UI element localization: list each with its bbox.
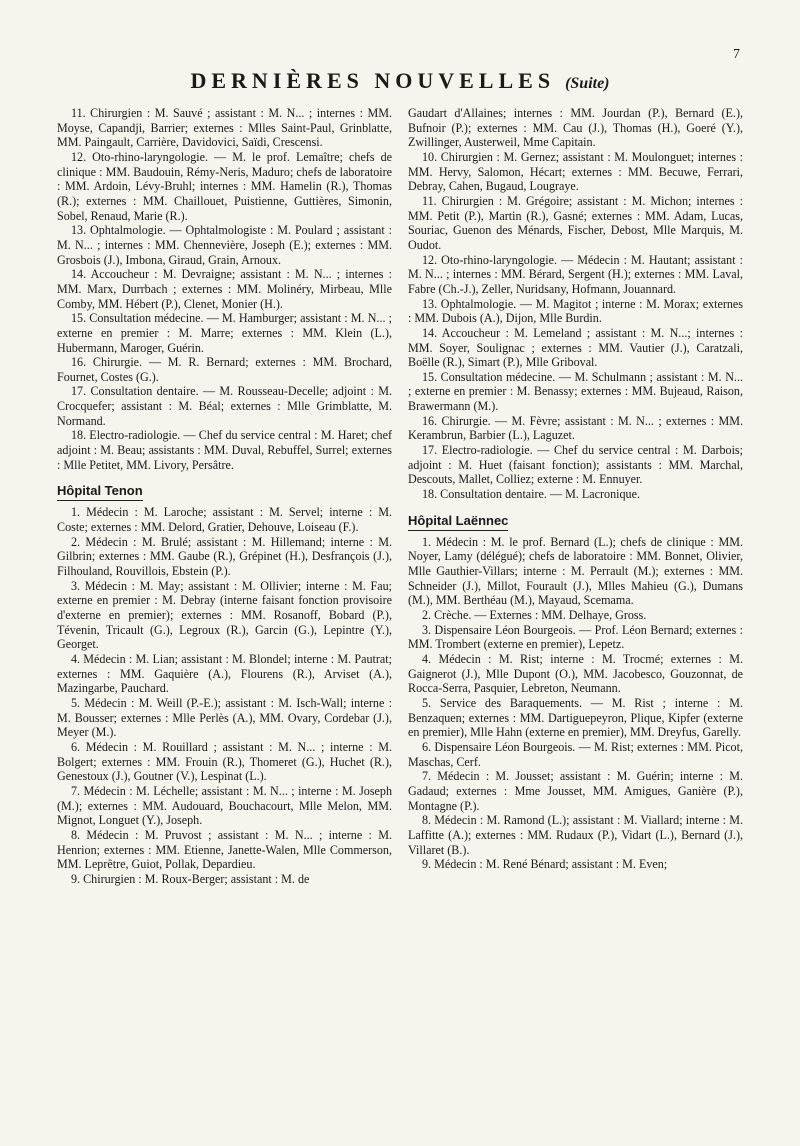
paragraph: 13. Ophtalmologie. — Ophtalmologiste : M. Poulard ; assistant : M. N... ; internes : MM. Chennevière, Joseph (E.); externes : MM. Grosbois (J.), Imbona, Giraud, Grain, Arnoux. xyxy=(57,223,392,267)
paragraph: 6. Médecin : M. Rouillard ; assistant : M. N... ; interne : M. Bolgert; externes : MM. Frouin (R.), Thomeret (G.), Huchet (R.), Genestoux (J.), Goutner (V.), Lespinat (L.). xyxy=(57,739,392,784)
paragraph: 12. Oto-rhino-laryngologie. — M. le prof. Lemaître; chefs de clinique : MM. Baudouin, Rémy-Neris, Maduro; chefs de laboratoire : MM. Ardoin, Lévy-Bruhl; internes : MM. Hamelin (R.), Thomas (R.); externes : MM. Chaillouet, Puistienne, Guttières, Simonin, Sobel, Renaud, Marie (R.). xyxy=(57,149,392,223)
page-subtitle: (Suite) xyxy=(565,75,610,92)
paragraph: 18. Electro-radiologie. — Chef du service central : M. Haret; chef adjoint : M. Beau; assistants : MM. Duval, Rebuffel, Surrel; externes : Mlle Petitet, MM. Livory, Persâtre. xyxy=(57,428,392,472)
paragraph: Gaudart d'Allaines; internes : MM. Jourdan (P.), Bernard (E.), Bufnoir (P.); externes : MM. Cau (J.), Thomas (H.), Goeré (Y.), Zwillinger, Austerweil, Mme Capitain. xyxy=(408,106,743,150)
paragraph: 9. Médecin : M. René Bénard; assistant : M. Even; xyxy=(422,857,668,872)
paragraph: 15. Consultation médecine. — M. Schulmann ; assistant : M. N... ; externe en premier : M. Benassy; externes : MM. Bujeaud, Raison, Brawermann (M.). xyxy=(408,369,743,414)
paragraph: 14. Accoucheur : M. Devraigne; assistant : M. N... ; internes : MM. Marx, Durrbach ; externes : MM. Molinéry, Mirbeau, Mlle Comby, MM. Hébert (P.), Clenet, Monier (H.). xyxy=(57,267,392,311)
paragraph: 3. Médecin : M. May; assistant : M. Ollivier; interne : M. Fau; externe en premier : M. Debray (interne faisant fonction provisoire d'externe en premier); externes : MM. Rosanoff, Bobard (P.), Tévenin, Tricault (G.), Legroux (R.), Garcin (G.), Lepintre (Y.), Georget. xyxy=(57,578,392,652)
paragraph: 7. Médecin : M. Léchelle; assistant : M. N... ; interne : M. Joseph (M.); externes : MM. Audouard, Bouchacourt, Mlle Melon, MM. Mignot, Longuet (Y.), Joseph. xyxy=(57,783,392,828)
left-paragraphs-a xyxy=(57,106,392,472)
paragraph: 17. Electro-radiologie. — Chef du service central : M. Darbois; adjoint : M. Huet (faisant fonction); assistants : MM. Marchal, Descouts, Mallet, Colliez; externe : M. Ennuyer. xyxy=(408,443,743,487)
paragraph: 2. Crèche. — Externes : MM. Delhaye, Gross. xyxy=(422,608,647,622)
paragraph: 1. Médecin : M. Laroche; assistant : M. Servel; interne : M. Coste; externes : MM. Delord, Gratier, Dehouve, Loiseau (F.). xyxy=(57,505,392,535)
left-column xyxy=(57,106,392,886)
page-header xyxy=(0,68,800,94)
right-column xyxy=(408,106,743,872)
paragraph: 11. Chirurgien : M. Grégoire; assistant : M. Michon; internes : MM. Petit (P.), Martin (R.), Gasné; externes : MM. Adam, Lucas, Souriac, Guenon des Ménards, Fischer, Debost, Mlle Marquis, M. Oudot. xyxy=(408,193,743,252)
paragraph: 3. Dispensaire Léon Bourgeois. — Prof. Léon Bernard; externes : MM. Trombert (externe en premier), Lepetz. xyxy=(408,622,743,652)
paragraph: 9. Chirurgien : M. Roux-Berger; assistant : M. de xyxy=(71,871,310,886)
paragraph: 13. Ophtalmologie. — M. Magitot ; interne : M. Morax; externes : MM. Dubois (A.), Dijon, Mlle Burdin. xyxy=(408,296,743,326)
paragraph: 6. Dispensaire Léon Bourgeois. — M. Rist; externes : MM. Picot, Maschas, Cerf. xyxy=(408,739,743,769)
page-number: 7 xyxy=(733,47,740,62)
right-paragraphs-a xyxy=(408,106,743,502)
page-title: DERNIÈRES NOUVELLES xyxy=(190,68,556,93)
paragraph: 2. Médecin : M. Brulé; assistant : M. Hillemand; interne : M. Gilbrin; externes : MM. Gaube (R.), Grépinet (H.), Desfrançois (J.), Filhouland, Rouvillois, Ebstein (P.). xyxy=(57,534,392,579)
paragraph: 10. Chirurgien : M. Gernez; assistant : M. Moulonguet; internes : MM. Hervy, Salomon, Hécart; externes : MM. Becuwe, Ferrari, Debray, Cahen, Bugaud, Lougraye. xyxy=(408,149,743,194)
paragraph: 5. Service des Baraquements. — M. Rist ; interne : M. Benzaquen; externes : MM. Dartiguepeyron, Plique, Kipfer (externe en premier), Mlle Hahn (externe en premier), MM. Dreyfus, Garelly. xyxy=(408,695,743,740)
paragraph: 4. Médecin : M. Rist; interne : M. Trocmé; externes : M. Gaignerot (J.), Mlle Dupont (O.), MM. Jacobesco, Gouzonnat, de Rocca-Serra, Pasquier, Lebreton, Neumann. xyxy=(408,651,743,696)
paragraph: 16. Chirurgie. — M. R. Bernard; externes : MM. Brochard, Fournet, Costes (G.). xyxy=(57,355,392,384)
paragraph: 15. Consultation médecine. — M. Hamburger; assistant : M. N... ; externe en premier : M. Marre; externes : MM. Klein (L.), Hubermann, Maroger, Guérin. xyxy=(57,311,392,355)
paragraph: 4. Médecin : M. Lian; assistant : M. Blondel; interne : M. Pautrat; externes : MM. Gaquière (A.), Flourens (R.), Arviset (A.), Mazingarbe, Pauchard. xyxy=(57,651,392,696)
paragraph: 14. Accoucheur : M. Lemeland ; assistant : M. N...; internes : MM. Soyer, Soulignac ; externes : MM. Vautier (J.), Caratzali, Boëlle (R.), Simart (P.), Mlle Griboval. xyxy=(408,325,743,370)
paragraph: 5. Médecin : M. Weill (P.-E.); assistant : M. Isch-Wall; interne : M. Bousser; externes : Mlle Perlès (A.), MM. Ovary, Cordebar (J.), Meyer (M.). xyxy=(57,695,392,740)
paragraph: 18. Consultation dentaire. — M. Lacronique. xyxy=(422,487,640,502)
paragraph: 16. Chirurgie. — M. Fèvre; assistant : M. N... ; externes : MM. Kerambrun, Barbier (L.), Laguzet. xyxy=(408,413,743,443)
left-paragraphs-b xyxy=(57,505,392,886)
paragraph: 17. Consultation dentaire. — M. Rousseau-Decelle; adjoint : M. Crocquefer; assistant : M. Béal; externes : Mlle Grimblatte, M. Normand. xyxy=(57,384,392,428)
paragraph: 11. Chirurgien : M. Sauvé ; assistant : M. N... ; internes : MM. Moyse, Capandji, Barrier; externes : Mlles Saint-Paul, Grinblatte, MM. Paingault, Carrière, Davidovici, Saïdi, Crescensi. xyxy=(57,106,392,150)
section-heading-laennec: Hôpital Laënnec xyxy=(408,513,508,531)
paragraph: 8. Médecin : M. Pruvost ; assistant : M. N... ; interne : M. Henrion; externes : MM. Etienne, Janette-Walen, Mlle Commerson, MM. Leprêtre, Guiot, Pollak, Depardieu. xyxy=(57,827,392,872)
paragraph: 8. Médecin : M. Ramond (L.); assistant : M. Viallard; interne : M. Laffitte (A.); externes : MM. Rudaux (P.), Vidart (L.), Bernard (J.), Villaret (B.). xyxy=(408,813,743,857)
section-heading-tenon: Hôpital Tenon xyxy=(57,483,143,501)
right-paragraphs-b xyxy=(408,535,743,872)
paragraph: 1. Médecin : M. le prof. Bernard (L.); chefs de clinique : MM. Noyer, Lamy (délégué); chefs de laboratoire : MM. Bonnet, Olivier, Mlle Gauthier-Villars; interne : M. Perrault (M.); externes : MM. Schneider (J.), Millot, Fourault (J.), Mlles Mahieu (G.), Dumans (M.), MM. Berthéau (M.), Mayaud, Scemama. xyxy=(408,534,743,608)
paragraph: 12. Oto-rhino-laryngologie. — Médecin : M. Hautant; assistant : M. N... ; internes : MM. Bérard, Sergent (H.); externes : MM. Laval, Fabre (Ch.-J.), Zeller, Nuridsany, Hofmann, Jouannard. xyxy=(408,252,743,296)
paragraph: 7. Médecin : M. Jousset; assistant : M. Guérin; interne : M. Gadaud; externes : Mme Jousset, MM. Amigues, Ganière (P.), Montagne (P.). xyxy=(408,769,743,813)
